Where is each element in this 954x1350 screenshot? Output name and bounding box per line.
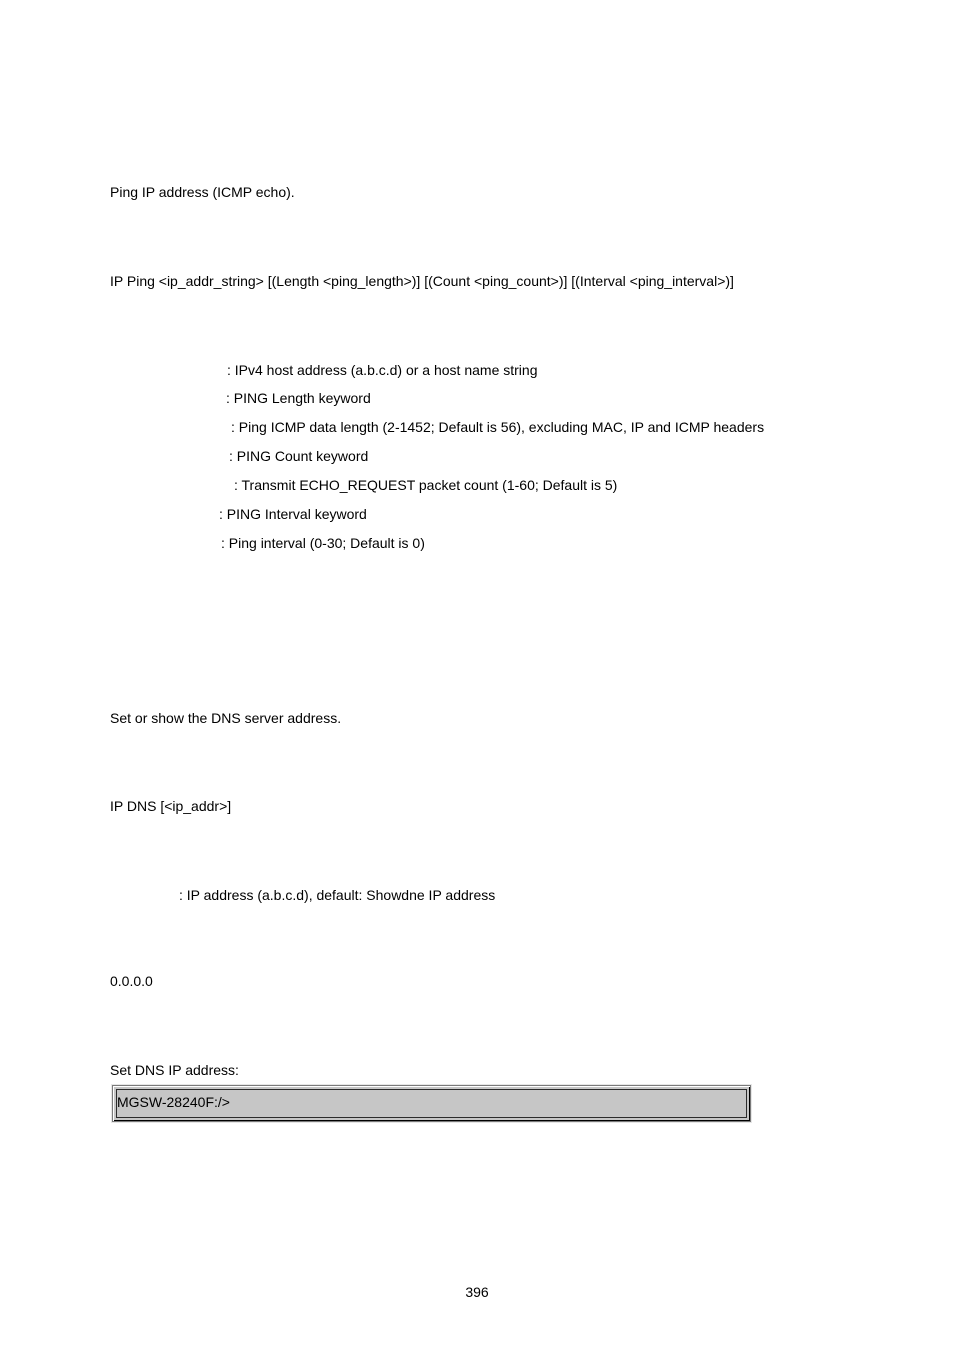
- command-prompt-text: MGSW-28240F:/>: [117, 1094, 230, 1110]
- ping-syntax: IP Ping <ip_addr_string> [(Length <ping_length>)] [(Count <ping_count>)] [(Interval <ping_interval>)]: [110, 273, 734, 289]
- ping-param-ping-length: : Ping ICMP data length (2-1452; Default is 56), excluding MAC, IP and ICMP headers: [231, 419, 765, 435]
- command-example-box: [112, 1085, 751, 1122]
- dns-syntax: IP DNS [<ip_addr>]: [110, 798, 232, 814]
- dns-example-label: Set DNS IP address:: [110, 1062, 239, 1078]
- dns-default-value: 0.0.0.0: [110, 973, 153, 989]
- ping-param-length-keyword: : PING Length keyword: [226, 390, 371, 406]
- ping-param-ping-interval: : Ping interval (0-30; Default is 0): [221, 535, 425, 551]
- dns-description: Set or show the DNS server address.: [110, 710, 342, 726]
- dns-param-ip-addr: : IP address (a.b.c.d), default: Showdne IP address: [179, 887, 496, 903]
- ping-param-count-keyword: : PING Count keyword: [229, 448, 369, 464]
- page-number: 396: [465, 1284, 489, 1300]
- ping-param-ping-count: : Transmit ECHO_REQUEST packet count (1-60; Default is 5): [234, 477, 618, 493]
- ping-description: Ping IP address (ICMP echo).: [110, 184, 295, 200]
- ping-param-interval-keyword: : PING Interval keyword: [219, 506, 367, 522]
- ping-param-ip-addr-string: : IPv4 host address (a.b.c.d) or a host name string: [227, 362, 538, 378]
